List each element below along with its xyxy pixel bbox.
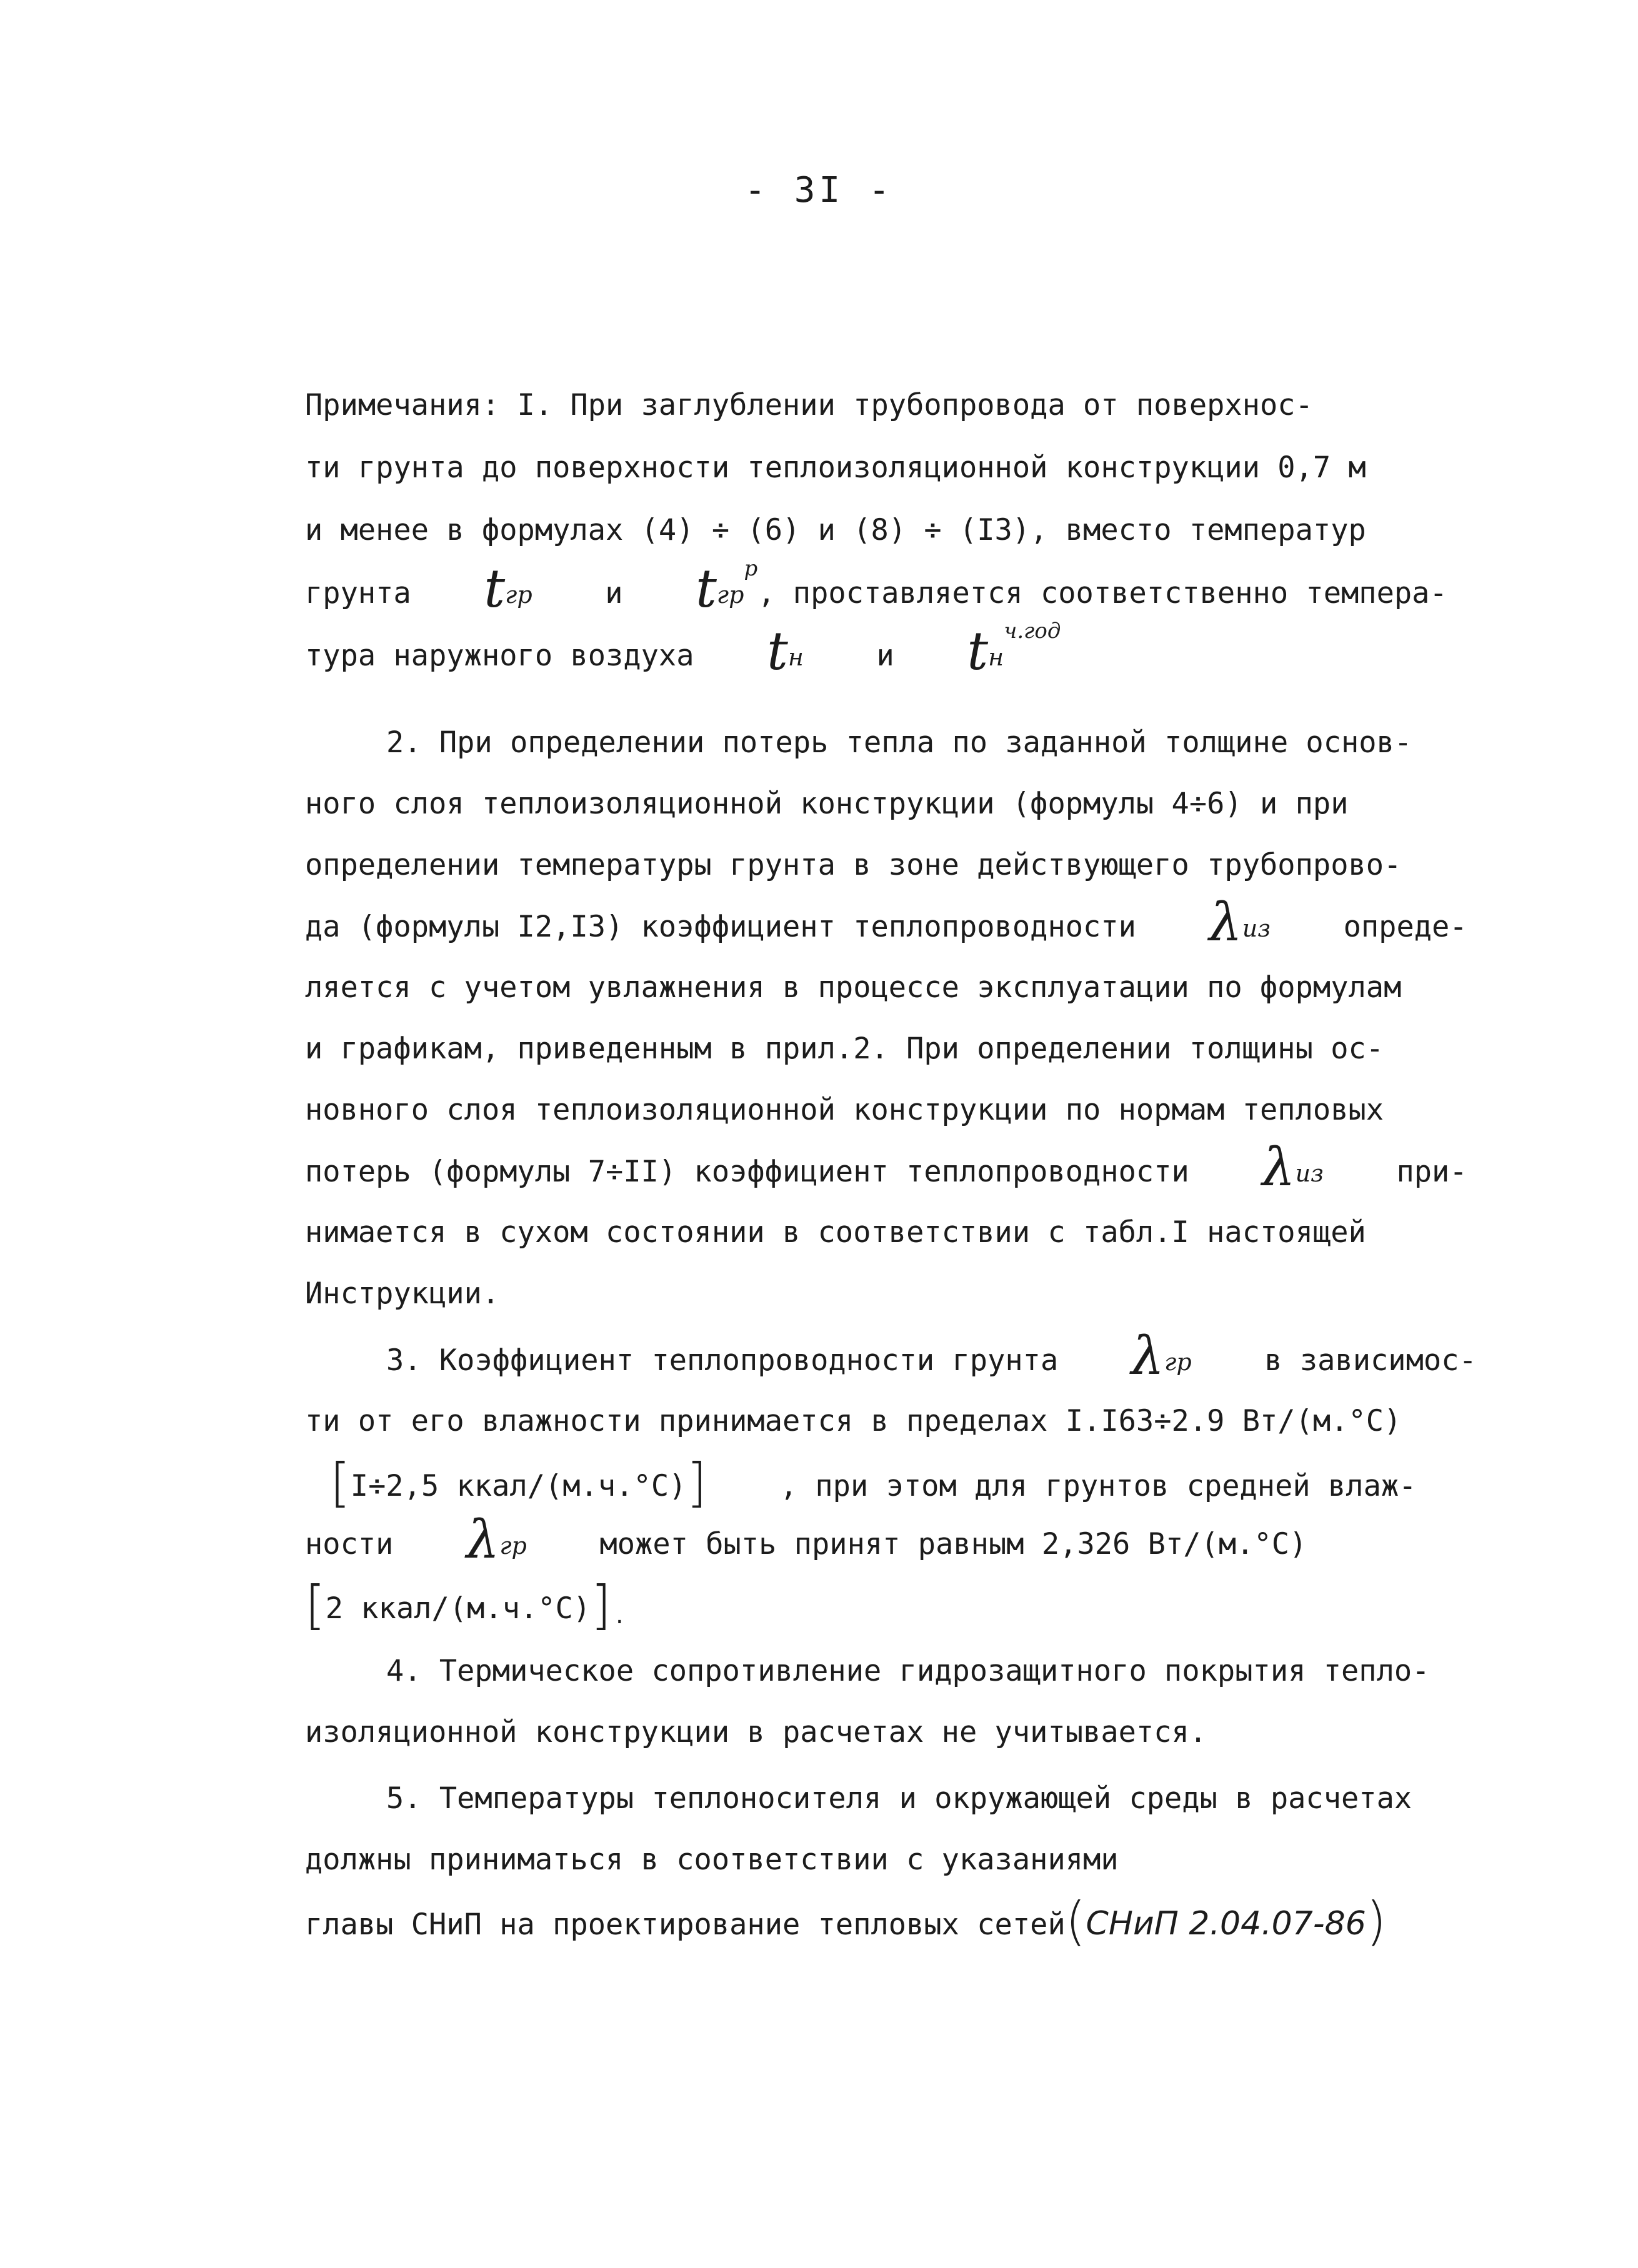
text-fragment: грунта bbox=[305, 576, 411, 610]
text-line: и графикам, приведенным в прил.2. При определении толщины ос- bbox=[305, 1032, 1384, 1066]
symbol-t-ground-design: t bbox=[696, 558, 717, 619]
text-fragment: 3. Коэффициент теплопроводности грунта bbox=[386, 1343, 1059, 1378]
bracket-open: [ bbox=[330, 1452, 351, 1513]
handwritten-reference: СНиП 2.04.07-86 bbox=[1086, 1905, 1366, 1942]
text-fragment: потерь (формулы 7÷II) коэффициент теплопроводности bbox=[305, 1155, 1189, 1189]
text-line-lambda-gr-avg bbox=[305, 1509, 1307, 1576]
text-line-air-temp bbox=[305, 619, 1061, 689]
text-fragment: главы СНиП на проектирование тепловых сетей bbox=[305, 1907, 1066, 1942]
text-line: определении температуры грунта в зоне действующего трубопрово- bbox=[305, 848, 1402, 882]
text-line-lambda-gr bbox=[386, 1325, 1477, 1393]
text-line: Примечания: I. При заглублении трубопровода от поверхнос- bbox=[305, 388, 1313, 422]
subscript: н bbox=[988, 644, 1004, 671]
bracket-open: [ bbox=[305, 1574, 326, 1636]
text-line: 5. Температуры теплоносителя и окружающей среды в расчетах bbox=[386, 1781, 1412, 1816]
text-line-bracket-kcal bbox=[330, 1452, 1416, 1517]
text-fragment: , при этом для грунтов средней влаж- bbox=[779, 1469, 1417, 1503]
subscript: гр bbox=[505, 581, 532, 609]
text-line-lambda-iz-dry bbox=[305, 1136, 1467, 1204]
text-fragment: I÷2,5 ккал/(м.ч.°С) bbox=[350, 1469, 687, 1503]
text-line: Инструкции. bbox=[305, 1276, 500, 1311]
subscript: из bbox=[1295, 1160, 1324, 1187]
subscript: н bbox=[787, 644, 804, 671]
text-fragment: при- bbox=[1396, 1155, 1467, 1189]
text-line-snip-reference bbox=[305, 1891, 1387, 1956]
symbol-lambda-iz: λ bbox=[1262, 1136, 1296, 1198]
symbol-t-air-annual: t bbox=[967, 620, 989, 682]
subscript: гр bbox=[499, 1532, 527, 1559]
bracket-close: ] bbox=[686, 1452, 707, 1513]
bracket-close: ]. bbox=[591, 1574, 628, 1636]
text-fragment: может быть принят равным 2,326 Вт/(м.°С) bbox=[599, 1527, 1307, 1561]
text-line-ground-temp bbox=[305, 556, 1447, 627]
subscript: гр bbox=[716, 581, 744, 609]
symbol-lambda-gr: λ bbox=[1131, 1325, 1165, 1386]
text-fragment: 2 ккал/(м.ч.°С) bbox=[325, 1591, 591, 1626]
text-line: ти грунта до поверхности теплоизоляционной конструкции 0,7 м bbox=[305, 450, 1366, 485]
text-line: 4. Термическое сопротивление гидрозащитного покрытия тепло- bbox=[386, 1654, 1430, 1688]
text-fragment: опреде- bbox=[1343, 910, 1467, 944]
subscript: из bbox=[1242, 915, 1271, 942]
text-line: новного слоя теплоизоляционной конструкции по нормам тепловых bbox=[305, 1093, 1384, 1127]
text-line-bracket-kcal-2 bbox=[305, 1574, 628, 1639]
bracket-close: ) bbox=[1366, 1891, 1387, 1952]
text-line: ного слоя теплоизоляционной конструкции (формулы 4÷6) и при bbox=[305, 787, 1349, 821]
superscript: р bbox=[744, 556, 758, 581]
superscript: ч.год bbox=[1004, 619, 1061, 644]
symbol-t-ground: t bbox=[484, 558, 506, 619]
text-line: ляется с учетом увлажнения в процессе эксплуатации по формулам bbox=[305, 970, 1402, 1005]
subscript: гр bbox=[1164, 1348, 1192, 1376]
symbol-t-air: t bbox=[767, 620, 788, 682]
text-fragment: в зависимос- bbox=[1264, 1343, 1477, 1378]
text-line: должны приниматься в соответствии с указаниями bbox=[305, 1843, 1119, 1877]
text-fragment: , проставляется соответственно темпера- bbox=[757, 576, 1447, 610]
text-line: нимается в сухом состоянии в соответствии с табл.I настоящей bbox=[305, 1215, 1366, 1250]
symbol-lambda-iz: λ bbox=[1209, 892, 1242, 953]
bracket-open: ( bbox=[1065, 1891, 1086, 1952]
text-line: 2. При определении потерь тепла по заданной толщине основ- bbox=[386, 725, 1412, 760]
text-fragment: и bbox=[876, 639, 894, 673]
text-line: и менее в формулах (4) ÷ (6) и (8) ÷ (I3), вместо температур bbox=[305, 513, 1366, 547]
symbol-lambda-gr: λ bbox=[466, 1509, 500, 1570]
text-fragment: тура наружного воздуха bbox=[305, 639, 694, 673]
text-line-lambda-iz bbox=[305, 892, 1467, 959]
text-fragment: и bbox=[605, 576, 623, 610]
page-number: - 3I - bbox=[744, 170, 894, 211]
text-fragment: да (формулы I2,I3) коэффициент теплопроводности bbox=[305, 910, 1136, 944]
text-fragment: ности bbox=[305, 1527, 394, 1561]
text-line: изоляционной конструкции в расчетах не учитывается. bbox=[305, 1715, 1207, 1749]
text-line: ти от его влажности принимается в пределах I.I63÷2.9 Вт/(м.°С) bbox=[305, 1404, 1402, 1438]
